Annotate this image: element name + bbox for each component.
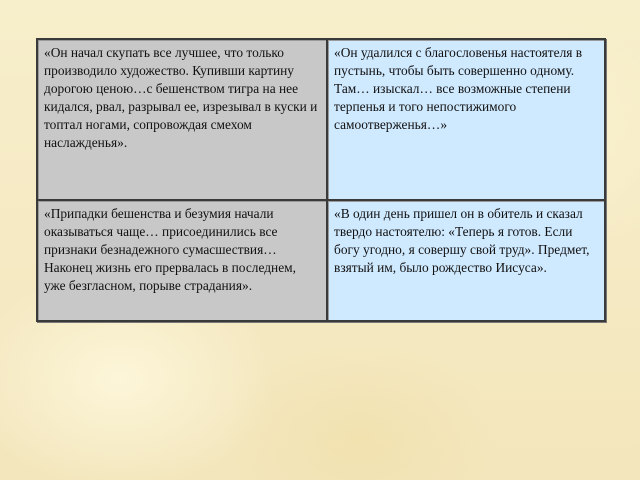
quote-text-top-left: «Он начал скупать все лучшее, что только производило художество. Купивши картину дорогою ценою…с бешенством тигра на нее кидался, рвал, разрывал ее, изрезывал в куски и топтал ногами, сопровождая смехом наслажденья». (44, 45, 318, 150)
table-row (37, 39, 605, 200)
table-cell-top-left (37, 39, 327, 200)
table-row (37, 200, 605, 321)
table-cell-top-right (327, 39, 605, 200)
quote-text-bottom-left: «Припадки бешенства и безумия начали оказываться чаще… присоединились все признаки безнадежного сумасшествия… Наконец жизнь его прервалась в последнем, уже безгласном, порыве страдания». (44, 206, 296, 294)
quote-table (36, 38, 606, 322)
table-cell-bottom-right (327, 200, 605, 321)
quote-text-bottom-right: «В один день пришел он в обитель и сказал твердо настоятелю: «Теперь я готов. Если богу угодно, я совершу свой труд». Предмет, взятый им, было рождество Иисуса». (334, 206, 590, 276)
quote-text-top-right: «Он удалился с благословенья настоятеля в пустынь, чтобы быть совершенно одному. Там… изыскал… все возможные степени терпенья и того непостижимого самоотверженья…» (334, 45, 583, 132)
table-cell-bottom-left (37, 200, 327, 321)
